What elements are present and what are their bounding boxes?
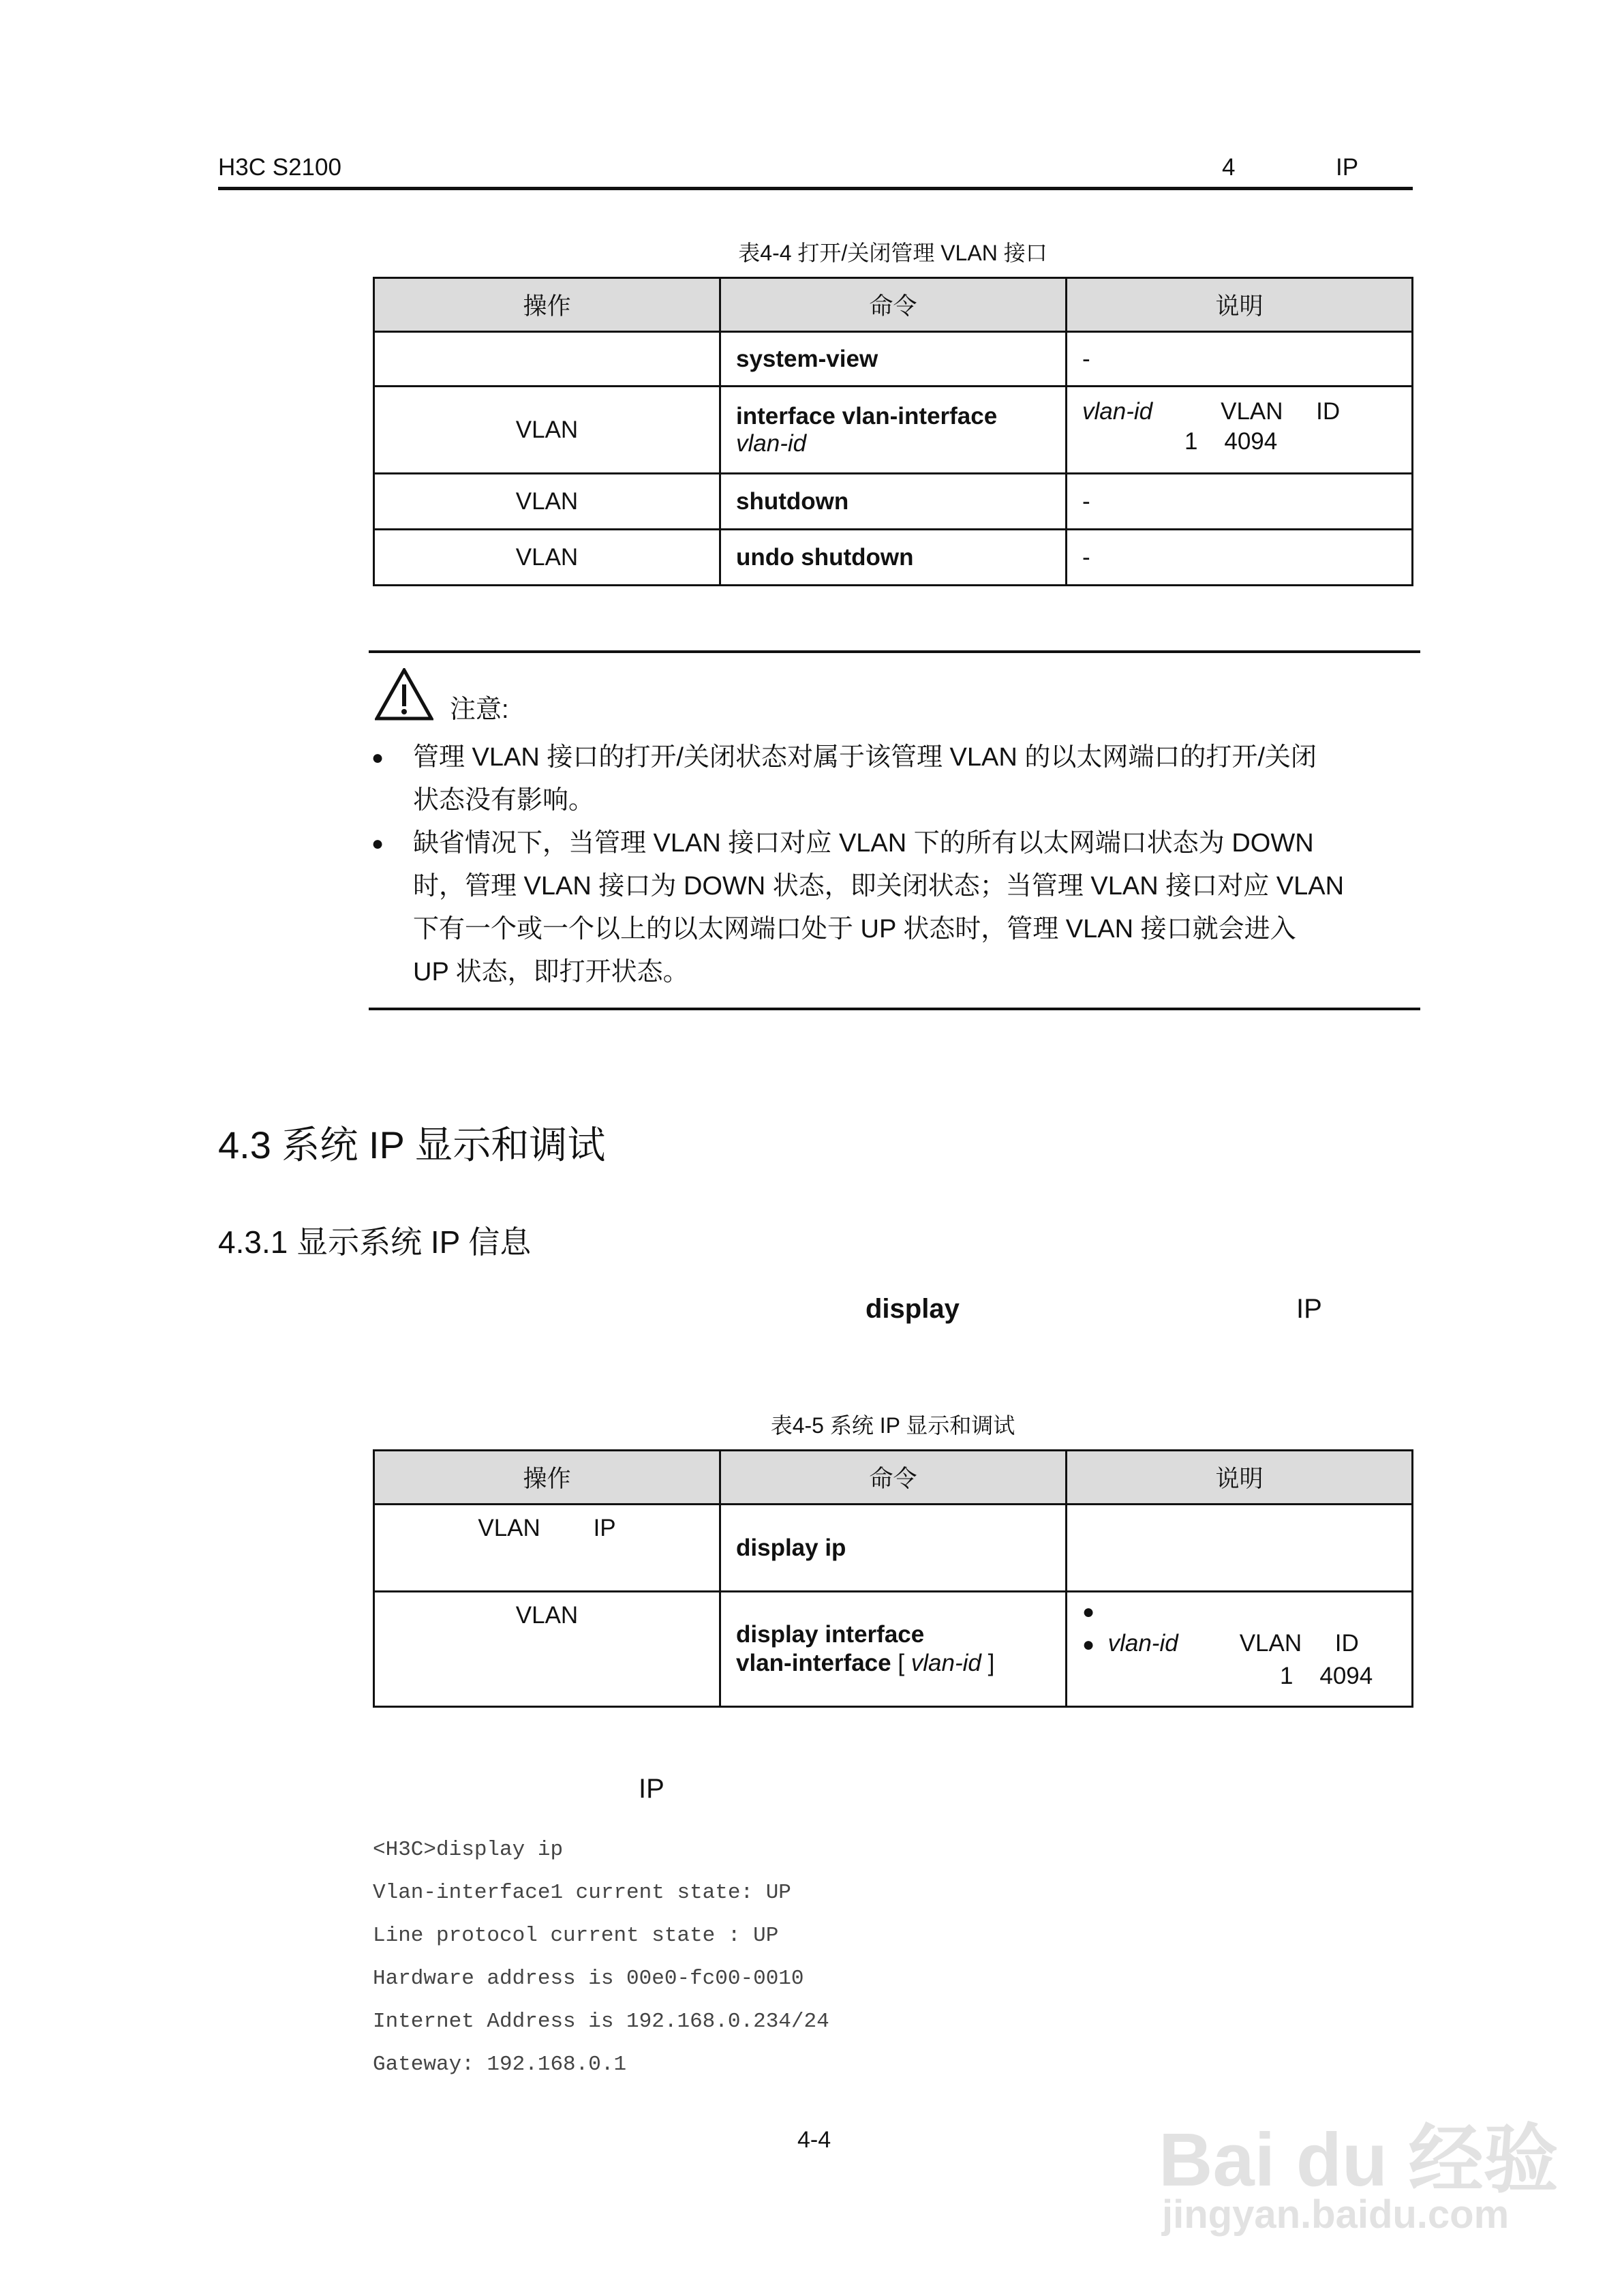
cell-cmd (720, 530, 1067, 586)
note-list (371, 736, 1414, 994)
table-row (374, 530, 1413, 586)
note-title: 注意: (450, 695, 509, 724)
bracket-open: [ (891, 1650, 911, 1676)
note-line: 时，管理 VLAN 接口为 DOWN 状态，即关闭状态；当管理 VLAN 接口对应 VLAN (413, 872, 1345, 901)
col-header-description: 说明 (1067, 1451, 1413, 1505)
command-text: undo shutdown (736, 543, 914, 571)
bullet-icon: ● (371, 746, 384, 769)
cell-cmd (720, 387, 1067, 474)
table1-caption: 表4-4 打开/关闭管理 VLAN 接口 (738, 241, 1047, 265)
col-header-description: 说明 (1067, 278, 1413, 332)
example-ip-label: IP (639, 1774, 664, 1804)
desc-arg: vlan-id (1107, 1630, 1178, 1657)
note-line: 状态没有影响。 (413, 786, 595, 815)
cell-op: VLAN (374, 530, 720, 586)
table2-caption: 表4-5 系统 IP 显示和调试 (770, 1413, 1015, 1438)
header-chapter-title: IP (1336, 154, 1359, 181)
code-line: Line protocol current state : UP (373, 1924, 779, 1948)
cell-desc (1067, 1592, 1413, 1707)
note-line: UP 状态，即打开状态。 (413, 958, 689, 986)
cell-desc: - (1067, 332, 1413, 387)
cell-desc (1067, 387, 1413, 474)
section-heading: 4.3 系统 IP 显示和调试 (218, 1123, 606, 1166)
table-vlan-interface-shutdown (373, 277, 1413, 586)
note-item (371, 822, 1414, 994)
command-text: shutdown (736, 487, 849, 515)
code-line: Internet Address is 192.168.0.234/24 (373, 2010, 829, 2034)
para-ip-text: IP (1296, 1294, 1322, 1324)
page-number: 4-4 (797, 2127, 831, 2153)
table-row (374, 332, 1413, 387)
watermark-brand: Bai du 经验 (1159, 2118, 1559, 2202)
subsection-heading: 4.3.1 显示系统 IP 信息 (218, 1224, 532, 1260)
desc-text: VLAN ID (1221, 398, 1341, 425)
desc-range: 1 4094 (1184, 428, 1278, 455)
col-header-command: 命令 (720, 1451, 1067, 1505)
col-header-command: 命令 (720, 278, 1067, 332)
note-line: 下有一个或一个以上的以太网端口处于 UP 状态时，管理 VLAN 接口就会进入 (413, 915, 1296, 943)
header-chapter-number: 4 (1222, 154, 1236, 181)
command-text: system-view (736, 345, 878, 372)
watermark-url: jingyan.baidu.com (1162, 2192, 1510, 2237)
table-row (374, 1505, 1413, 1592)
para-display-keyword: display (866, 1294, 960, 1324)
note-line: 缺省情况下，当管理 VLAN 接口对应 VLAN 下的所有以太网端口状态为 DOWN (413, 829, 1314, 858)
code-line: Vlan-interface1 current state: UP (373, 1881, 791, 1905)
command-text: display interface (736, 1621, 925, 1648)
command-text: display ip (736, 1534, 846, 1561)
code-line: <H3C>display ip (373, 1838, 564, 1862)
desc-text: VLAN ID (1239, 1630, 1359, 1657)
cell-desc: - (1067, 474, 1413, 530)
cell-desc: - (1067, 530, 1413, 586)
cell-cmd (720, 332, 1067, 387)
note-item (371, 736, 1414, 822)
desc-range: 1 4094 (1280, 1663, 1373, 1689)
note-top-rule (369, 650, 1420, 653)
col-header-operation: 操作 (374, 278, 720, 332)
note-line: 管理 VLAN 接口的打开/关闭状态对属于该管理 VLAN 的以太网端口的打开/关闭 (413, 743, 1317, 772)
command-text: interface vlan-interface (736, 402, 998, 429)
bullet-icon: ● (1082, 1601, 1095, 1623)
cell-op: VLAN IP (374, 1505, 720, 1592)
bullet-icon: ● (1082, 1633, 1095, 1656)
cell-cmd (720, 1505, 1067, 1592)
code-example (373, 1828, 829, 2086)
desc-arg: vlan-id (1082, 398, 1153, 425)
cell-op (374, 332, 720, 387)
bracket-close: ] (981, 1650, 995, 1676)
bullet-icon: ● (371, 832, 384, 855)
command-text-2: vlan-interface (736, 1650, 891, 1676)
col-header-operation: 操作 (374, 1451, 720, 1505)
cell-desc (1067, 1505, 1413, 1592)
command-arg: vlan-id (911, 1650, 981, 1676)
table-system-ip-display (373, 1449, 1413, 1708)
header-rule (218, 187, 1413, 190)
cell-op: VLAN (374, 387, 720, 474)
cell-op: VLAN (374, 474, 720, 530)
table-row (374, 1592, 1413, 1707)
cell-op: VLAN (374, 1592, 720, 1707)
table-row (374, 387, 1413, 474)
note-bottom-rule (369, 1008, 1420, 1010)
cell-cmd (720, 474, 1067, 530)
warning-icon (375, 668, 433, 721)
command-arg: vlan-id (736, 429, 807, 457)
table-header-row (374, 278, 1413, 332)
code-line: Hardware address is 00e0-fc00-0010 (373, 1967, 804, 1991)
code-line: Gateway: 192.168.0.1 (373, 2053, 627, 2076)
table-header-row (374, 1451, 1413, 1505)
header-doc-title: H3C S2100 (218, 154, 341, 181)
table-row (374, 474, 1413, 530)
cell-cmd (720, 1592, 1067, 1707)
